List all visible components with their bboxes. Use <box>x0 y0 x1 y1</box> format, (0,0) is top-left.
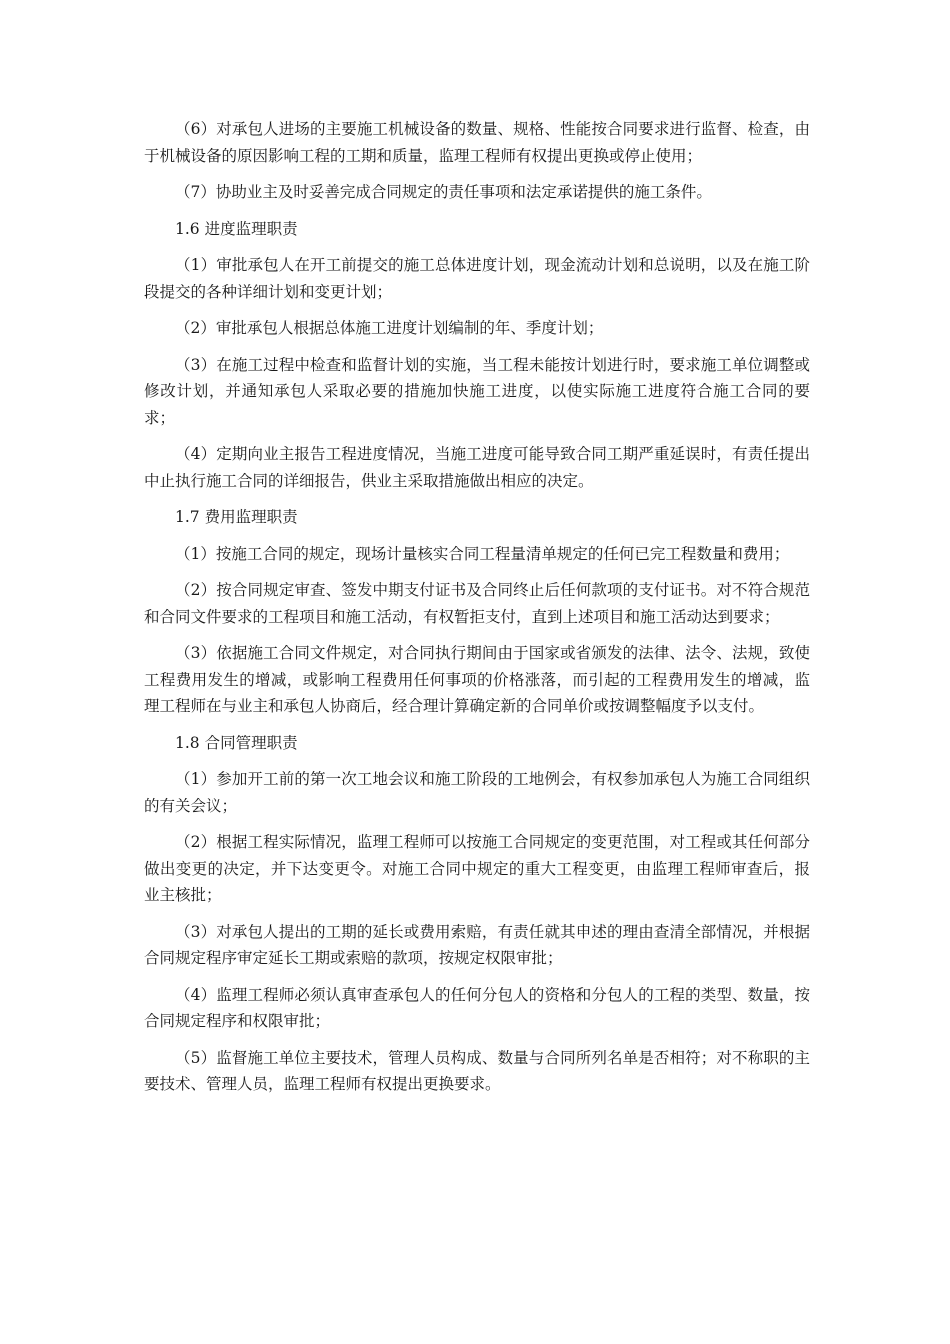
paragraph-cost-1: （1）按施工合同的规定，现场计量核实合同工程量清单规定的任何已完工程数量和费用； <box>175 544 790 563</box>
document-page <box>144 116 810 1108</box>
section-heading-1-8: 1.8 合同管理职责 <box>175 733 298 752</box>
paragraph-progress-4: （4）定期向业主报告工程进度情况，当施工进度可能导致合同工期严重延误时，有责任提出中止执行施工合同的详细报告，供业主采取措施做出相应的决定。 <box>144 445 810 490</box>
paragraph-contract-5: （5）监督施工单位主要技术，管理人员构成、数量与合同所列名单是否相符；对不称职的主要技术、管理人员，监理工程师有权提出更换要求。 <box>144 1048 810 1093</box>
paragraph-contract-2: （2）根据工程实际情况，监理工程师可以按施工合同规定的变更范围，对工程或其任何部分做出变更的决定，并下达变更令。对施工合同中规定的重大工程变更，由监理工程师审查后，报业主核批； <box>144 833 810 904</box>
paragraph-progress-1: （1）审批承包人在开工前提交的施工总体进度计划，现金流动计划和总说明，以及在施工阶段提交的各种详细计划和变更计划； <box>144 256 810 301</box>
section-heading-1-6: 1.6 进度监理职责 <box>175 219 298 238</box>
paragraph-cost-2: （2）按合同规定审查、签发中期支付证书及合同终止后任何款项的支付证书。对不符合规范和合同文件要求的工程项目和施工活动，有权暂拒支付，直到上述项目和施工活动达到要求； <box>144 581 810 626</box>
paragraph-item-6-machinery: （6）对承包人进场的主要施工机械设备的数量、规格、性能按合同要求进行监督、检查，由于机械设备的原因影响工程的工期和质量，监理工程师有权提出更换或停止使用； <box>144 120 810 165</box>
section-heading-1-7: 1.7 费用监理职责 <box>175 508 298 526</box>
paragraph-item-7-assist-owner: （7）协助业主及时妥善完成合同规定的责任事项和法定承诺提供的施工条件。 <box>175 183 712 201</box>
paragraph-progress-3: （3）在施工过程中检查和监督计划的实施，当工程未能按计划进行时，要求施工单位调整或修改计划，并通知承包人采取必要的措施加快施工进度，以使实际施工进度符合施工合同的要求； <box>144 355 810 427</box>
paragraph-progress-2: （2）审批承包人根据总体施工进度计划编制的年、季度计划； <box>175 319 604 337</box>
paragraph-cost-3: （3）依据施工合同文件规定，对合同执行期间由于国家或省颁发的法律、法令、法规，致使工程费用发生的增减，或影响工程费用任何事项的价格涨落，而引起的工程费用发生的增减，监理工程师在与业主和承包人协商后，经合理计算确定新的合同单价或按调整幅度予以支付。 <box>144 644 810 715</box>
paragraph-contract-3: （3）对承包人提出的工期的延长或费用索赔，有责任就其申述的理由查清全部情况，并根据合同规定程序审定延长工期或索赔的款项，按规定权限审批； <box>144 922 810 967</box>
paragraph-contract-1: （1）参加开工前的第一次工地会议和施工阶段的工地例会，有权参加承包人为施工合同组织的有关会议； <box>144 770 810 815</box>
paragraph-contract-4: （4）监理工程师必须认真审查承包人的任何分包人的资格和分包人的工程的类型、数量，按合同规定程序和权限审批； <box>144 985 810 1030</box>
